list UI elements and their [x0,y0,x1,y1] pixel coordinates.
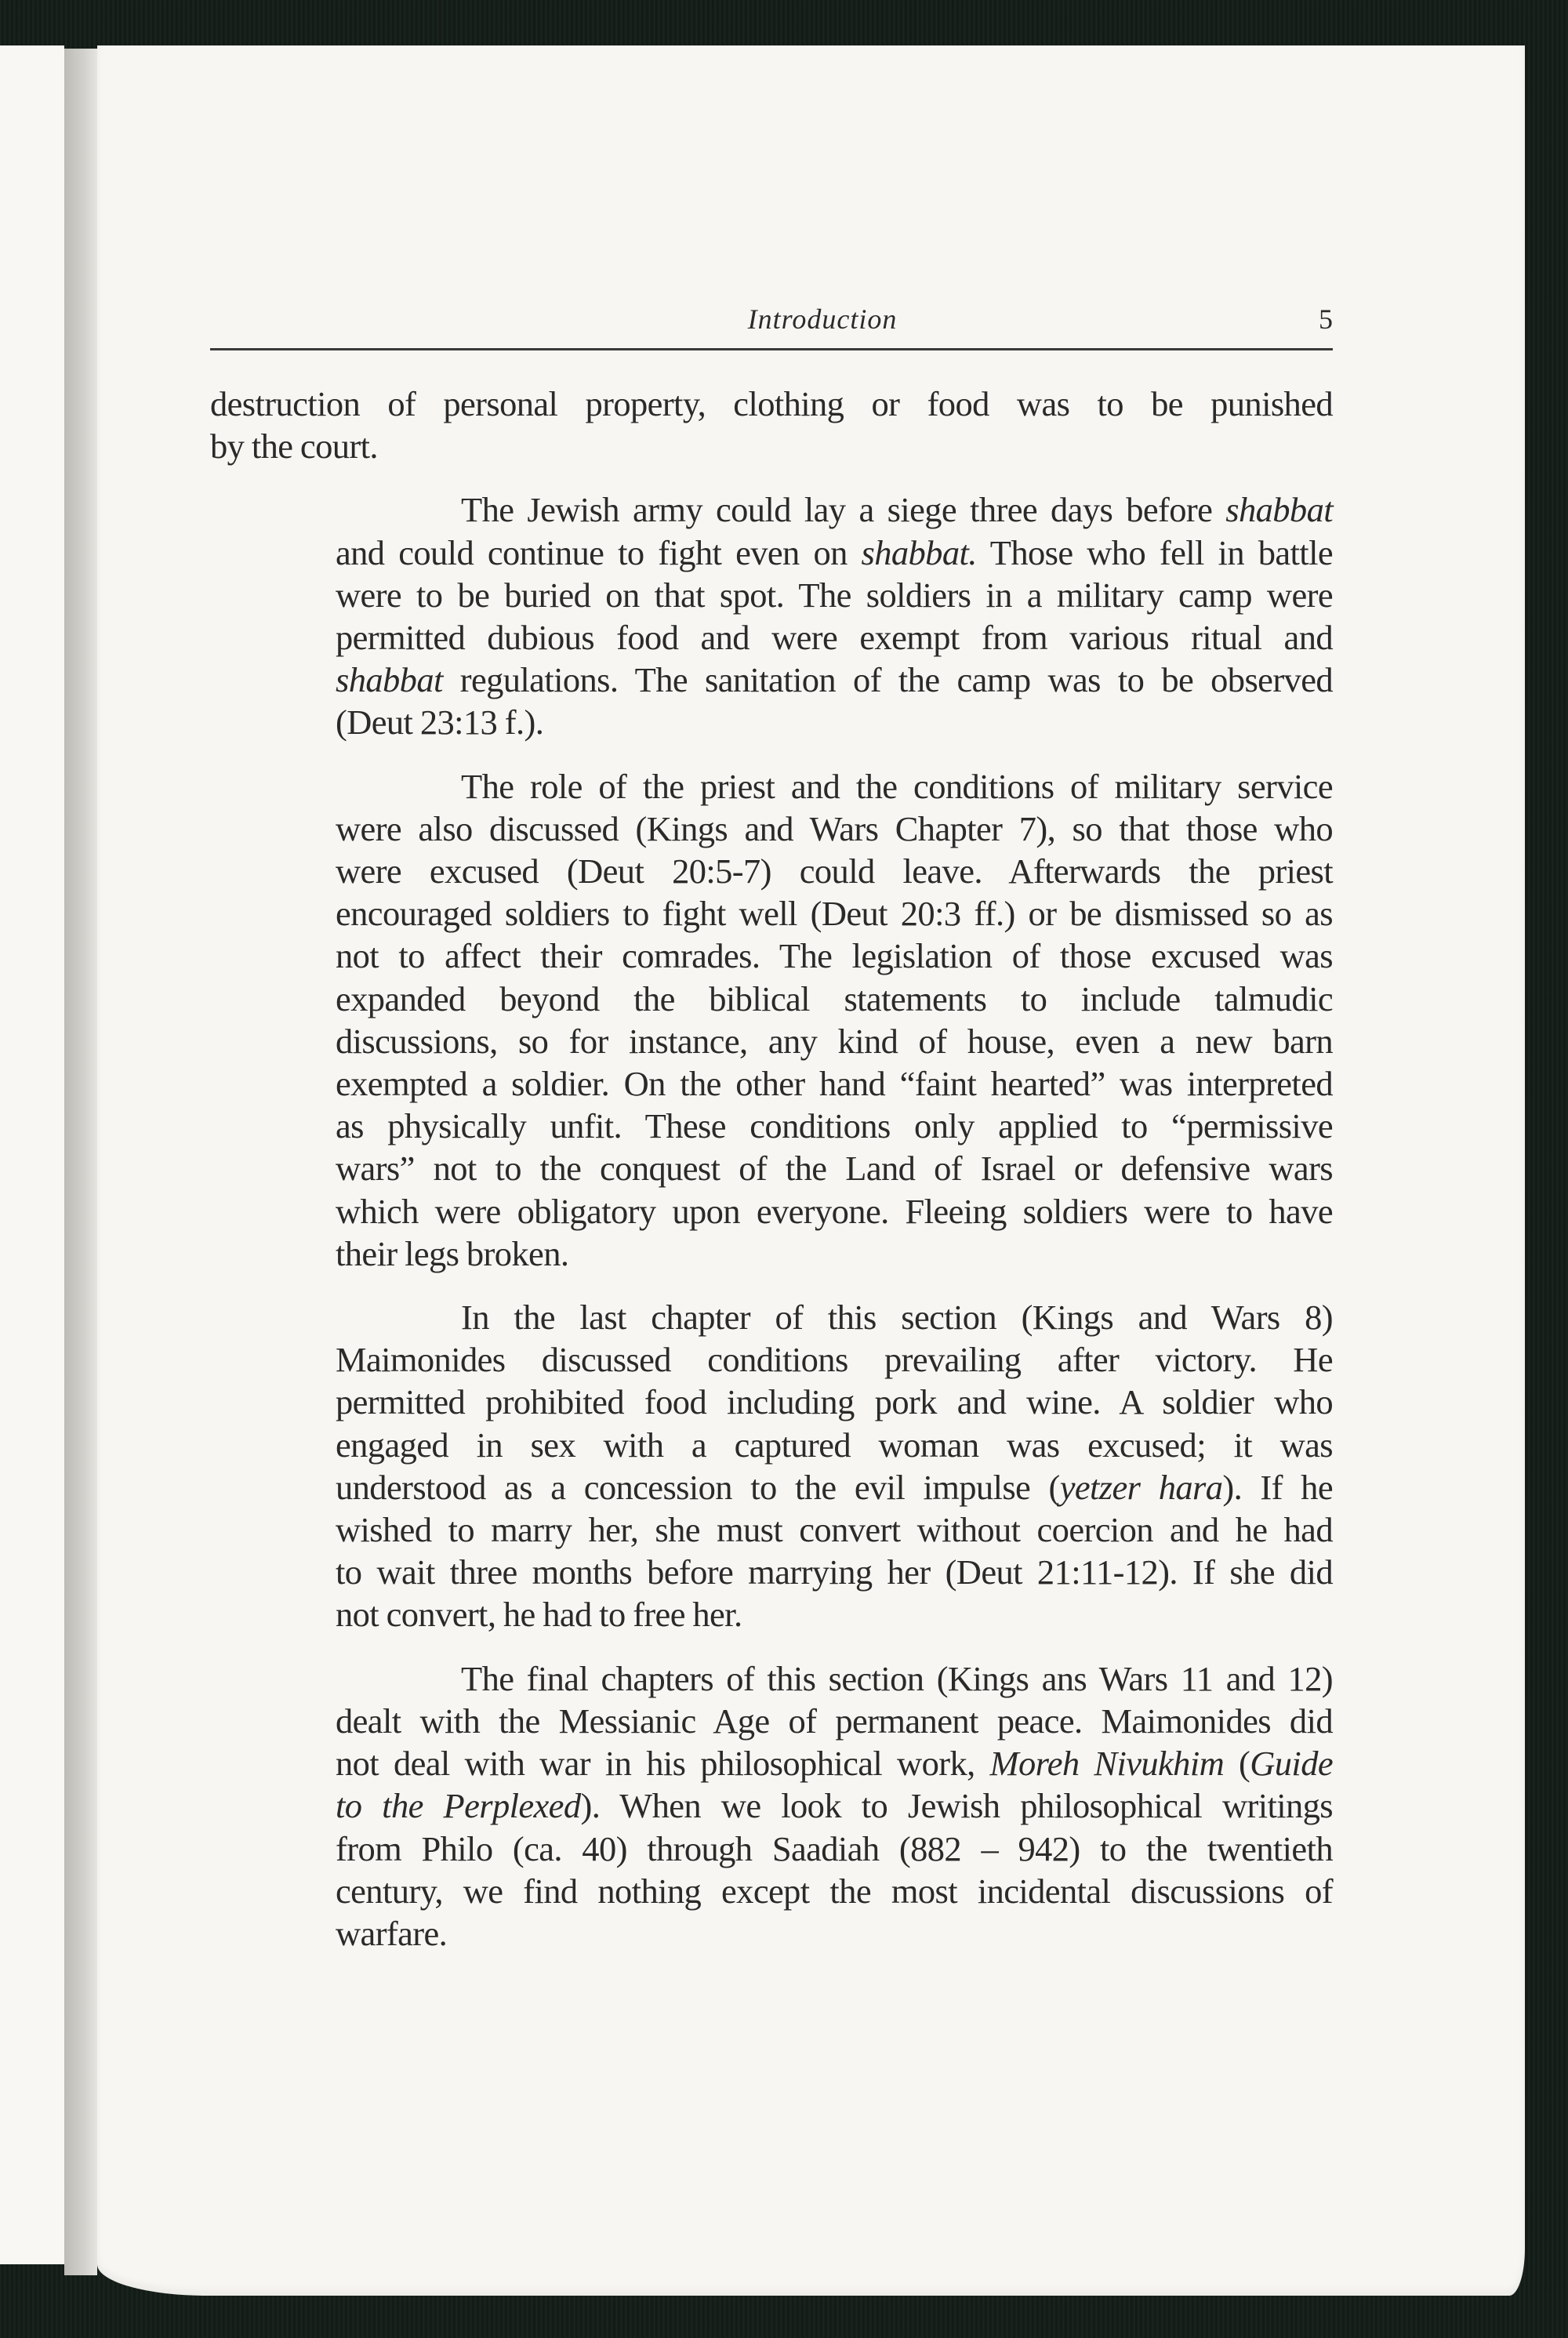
text-line [210,1508,1333,1551]
text-line [210,1828,1333,1870]
text-run: wished to marry her, she must convert without coercion and he had [336,1510,1333,1550]
italic-term: shabbat [1225,490,1333,530]
text-run: and could continue to fight even on [336,532,862,572]
text-line [210,488,1333,531]
italic-term: Moreh Nivukhim [989,1744,1225,1784]
text-line [210,659,1333,701]
text-line [210,978,1333,1020]
text-run: The final chapters of this section (Kings ans Wars 11 and 12) [461,1658,1333,1698]
text-line [210,1912,1333,1955]
text-run: exempted a soldier. On the other hand “faint hearted” was interpreted [336,1064,1333,1104]
text-run: their legs broken. [336,1233,569,1273]
text-run: (Deut 23:13 f.). [336,702,544,742]
text-run: dealt with the Messianic Age of permanent peace. Maimonides did [336,1701,1333,1741]
text-line [210,383,1333,425]
text-run: discussions, so for instance, any kind of house, even a new barn [336,1021,1333,1061]
running-header [210,303,1333,340]
header-rule [210,348,1333,350]
text-run: destruction of personal property, clothing or food was to be punished [210,384,1333,423]
running-title: Introduction [747,303,898,335]
text-run: were excused (Deut 20:5-7) could leave. Afterwards the priest [336,851,1333,891]
page-number: 5 [1319,303,1333,335]
text-line [210,532,1333,574]
text-run: were to be buried on that spot. The soldiers in a military camp were [336,575,1333,615]
text-run: The role of the priest and the conditions of military service [461,766,1333,806]
text-run: engaged in sex with a captured woman was excused; it was [336,1425,1333,1465]
text-line [210,1700,1333,1742]
paragraph [210,1296,1333,1636]
text-run: which were obligatory upon everyone. Fleeing soldiers were to have [336,1191,1333,1231]
text-run: not to affect their comrades. The legislation of those excused was [336,936,1333,976]
gutter-shadow [64,49,97,2275]
text-run: wars” not to the conquest of the Land of Israel or defensive wars [336,1149,1333,1189]
paragraph [210,1657,1333,1955]
text-line [210,1593,1333,1636]
italic-term: shabbat [336,660,443,700]
text-line [210,1062,1333,1105]
text-run: regulations. The sanitation of the camp was to be observed [442,660,1333,700]
text-line [210,765,1333,808]
italic-term: Guide [1250,1744,1334,1784]
text-run: In the last chapter of this section (Kings and Wars 8) [461,1298,1333,1338]
text-line [210,1551,1333,1593]
italic-term: yetzer hara [1059,1467,1223,1507]
text-line [210,1338,1333,1381]
text-run: The Jewish army could lay a siege three days before [461,490,1226,530]
text-line [210,1296,1333,1338]
italic-term: shabbat. [861,532,977,572]
text-run: not convert, he had to free her. [336,1595,742,1635]
text-run: century, we find nothing except the most incidental discussions of [336,1871,1333,1911]
text-run: expanded beyond the biblical statements to include talmudic [336,978,1333,1018]
text-line [210,701,1333,743]
text-line [210,1742,1333,1784]
paragraph [210,765,1333,1275]
text-run: encouraged soldiers to fight well (Deut 20:3 ff.) or be dismissed so as [336,894,1333,934]
body-text [210,383,1333,1976]
text-line [210,1105,1333,1147]
text-line [210,1657,1333,1700]
text-line [210,1233,1333,1275]
italic-term: to the Perplexed [336,1786,581,1826]
text-line [210,1381,1333,1423]
text-run: from Philo (ca. 40) through Saadiah (882 – 942) to the twentieth [336,1828,1333,1868]
text-run: Those who fell in battle [976,532,1333,572]
text-run: warfare. [336,1913,448,1953]
text-line [210,850,1333,892]
text-run: Maimonides discussed conditions prevailing after victory. He [336,1340,1333,1380]
paragraph [210,383,1333,467]
text-line [210,1020,1333,1062]
text-run: to wait three months before marrying her (Deut 21:11-12). If she did [336,1552,1333,1592]
previous-page-edge [0,45,64,2264]
text-line [210,574,1333,616]
text-run: not deal with war in his philosophical work, [336,1744,990,1784]
text-line [210,1147,1333,1189]
text-run: understood as a concession to the evil impulse ( [336,1467,1060,1507]
text-run: ( [1224,1744,1250,1784]
text-run: ). When we look to Jewish philosophical writings [580,1786,1334,1826]
text-line [210,935,1333,977]
text-line [210,1870,1333,1912]
text-run: permitted dubious food and were exempt from various ritual and [336,618,1333,658]
paragraph [210,488,1333,743]
text-line [210,892,1333,935]
text-run: ). If he [1222,1467,1333,1507]
text-line [210,1424,1333,1466]
text-line [210,616,1333,659]
text-line [210,1466,1333,1508]
text-run: were also discussed (Kings and Wars Chapter 7), so that those who [336,808,1333,848]
text-line [210,1784,1333,1827]
text-run: as physically unfit. These conditions only applied to “permissive [336,1106,1333,1146]
text-line [210,425,1333,467]
text-run: permitted prohibited food including pork and wine. A soldier who [336,1382,1333,1422]
text-line [210,1190,1333,1233]
text-line [210,808,1333,850]
text-run: by the court. [210,427,378,467]
